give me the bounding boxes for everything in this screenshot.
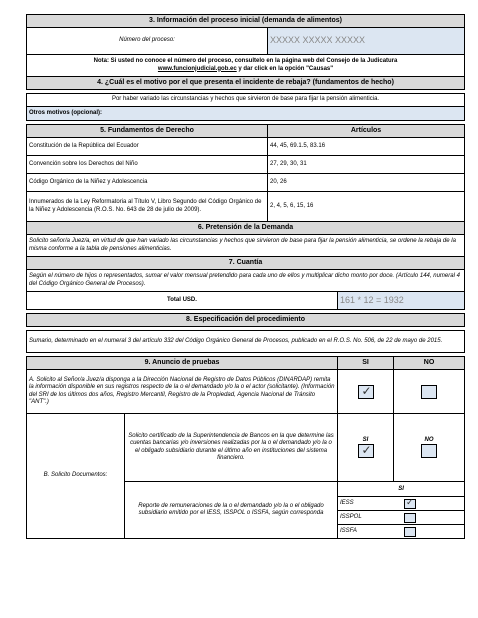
motivo-text: Por haber variado las circunstancias y hechos que sirvieron de base para fijar la pensión alimenticia. — [27, 94, 465, 107]
superbancos-si-checkbox[interactable] — [358, 444, 374, 458]
superbancos-text: Solicito certificado de la Superintendencia de Bancos en la que determine las cuentas bancarias y/o inversiones realizadas por la o el demandado y/o la o el obligado subsidiario durante el último año en instituciones del sistema financiero. — [125, 414, 338, 482]
total-usd-field[interactable] — [338, 292, 465, 310]
process-number-label: Número del proceso: — [27, 28, 268, 55]
remuneraciones-options — [338, 482, 465, 539]
si-header: SI — [338, 357, 394, 370]
no-header: NO — [394, 357, 465, 370]
section-7-title: 7. Cuantía — [27, 257, 465, 270]
issfa-label: ISSFA — [340, 527, 357, 534]
process-number-value: XXXXX XXXXX XXXXX — [270, 35, 366, 46]
dinardap-no-cell — [394, 370, 465, 414]
funcion-judicial-link[interactable]: www.funcionjudicial.gob.ec — [157, 65, 237, 72]
check-icon: ✓ — [361, 383, 372, 398]
remuneraciones-text: Reporte de remuneraciones de la o el demandado y/o la o el obligado subsidiario emitido por el IESS, ISSPOL o ISSFA, según corresponda — [125, 482, 338, 539]
dinardap-si-checkbox[interactable] — [358, 385, 374, 399]
law-name: Convención sobre los Derechos del Niño — [27, 156, 268, 174]
otros-motivos-field[interactable] — [27, 107, 465, 121]
remuneraciones-si-label: SI — [338, 482, 464, 497]
law-name: Constitución de la República del Ecuador — [27, 138, 268, 156]
superbancos-si-cell — [338, 414, 394, 482]
process-number-field[interactable] — [268, 28, 465, 55]
law-articles: 2, 4, 5, 6, 15, 16 — [268, 192, 465, 222]
law-name: Código Orgánico de la Niñez y Adolescencia — [27, 174, 268, 192]
law-articles: 20, 26 — [268, 174, 465, 192]
iess-label: IESS — [340, 499, 354, 506]
pretension-text: Solicito señor/a Juez/a, en virtud de que han variado las circunstancias y hechos que sirvieron de base para fijar la pensión alimenticia, se ordene la rebaja de la misma conforme a la tabla de pensiones alimenticias. — [27, 235, 465, 257]
process-note-suffix: y dar click en la opción "Causas" — [236, 65, 334, 72]
form-sheet — [26, 14, 464, 539]
iess-row — [338, 497, 464, 511]
total-usd-label: Total USD. — [27, 292, 338, 310]
form-table — [26, 14, 465, 539]
superbancos-no-checkbox[interactable] — [421, 444, 437, 458]
check-icon: ✓ — [361, 443, 372, 458]
law-name: Innumerados de la Ley Reformatoria al Título V, Libro Segundo del Código Orgánico de la Niñez y Adolescencia (R.O.S. No. 643 de 28 de julio de 2009). — [27, 192, 268, 222]
process-note-text: Nota: Si usted no conoce el número del proceso, consultelo en la página web del Consejo de la Judicatura — [93, 58, 398, 64]
solicito-documentos-label: B. Solicito Documentos: — [27, 414, 125, 539]
process-note — [27, 55, 465, 77]
otros-motivos-label: Otros motivos (opcional): — [29, 109, 103, 116]
section-8-title: 8. Especificación del procedimiento — [27, 314, 465, 327]
dinardap-no-checkbox[interactable] — [421, 385, 437, 399]
section-4-title: 4. ¿Cuál es el motivo por el que presenta el incidente de rebaja? (fundamentos de hecho) — [27, 77, 465, 90]
procedimiento-text: Sumario, determinado en el numeral 3 del artículo 332 del Código Orgánico General de Procesos, publicado en el R.O.S. No. 506, de 22 de mayo de 2015. — [27, 331, 465, 353]
dinardap-text: A. Solicito al Señor/a Juez/a disponga a la Dirección Nacional de Registro de Datos Públicos (DINARDAP) remita la información disponible en sus registros respecto de la o el demandado y/o la o el actor (solicitante). (Información del SRI de los últimos dos años, Registro Mercantil, Registro de la Propiedad, Agencia Nacional de Tránsito "ANT".) — [27, 370, 338, 414]
isspol-row — [338, 511, 464, 525]
dinardap-si-cell — [338, 370, 394, 414]
isspol-label: ISSPOL — [340, 513, 362, 520]
check-icon: ✓ — [406, 496, 414, 507]
isspol-checkbox[interactable] — [404, 513, 416, 523]
cuantia-text: Según el número de hijos o representados, sumar el valor mensual pretendido para cada uno de ellos y multiplicar dicho monto por doce. (Artículo 144, numeral 4 del Código Orgánico General de Procesos). — [27, 270, 465, 292]
superbancos-si-label: SI — [362, 436, 369, 443]
law-articles: 44, 45, 69.1.5, 83.16 — [268, 138, 465, 156]
section-6-title: 6. Pretensión de la Demanda — [27, 222, 465, 235]
total-usd-value: 161 * 12 = 1932 — [340, 294, 404, 305]
section-3-title: 3. Información del proceso inicial (demanda de alimentos) — [27, 15, 465, 28]
superbancos-no-label: NO — [424, 436, 434, 443]
section-9-title: 9. Anuncio de pruebas — [27, 357, 338, 370]
law-articles: 27, 29, 30, 31 — [268, 156, 465, 174]
superbancos-no-cell — [394, 414, 465, 482]
iess-checkbox[interactable] — [404, 496, 416, 509]
section-5-title: 5. Fundamentos de Derecho — [27, 125, 268, 138]
issfa-row — [338, 525, 464, 538]
articulos-header: Artículos — [268, 125, 465, 138]
issfa-checkbox[interactable] — [404, 527, 416, 537]
